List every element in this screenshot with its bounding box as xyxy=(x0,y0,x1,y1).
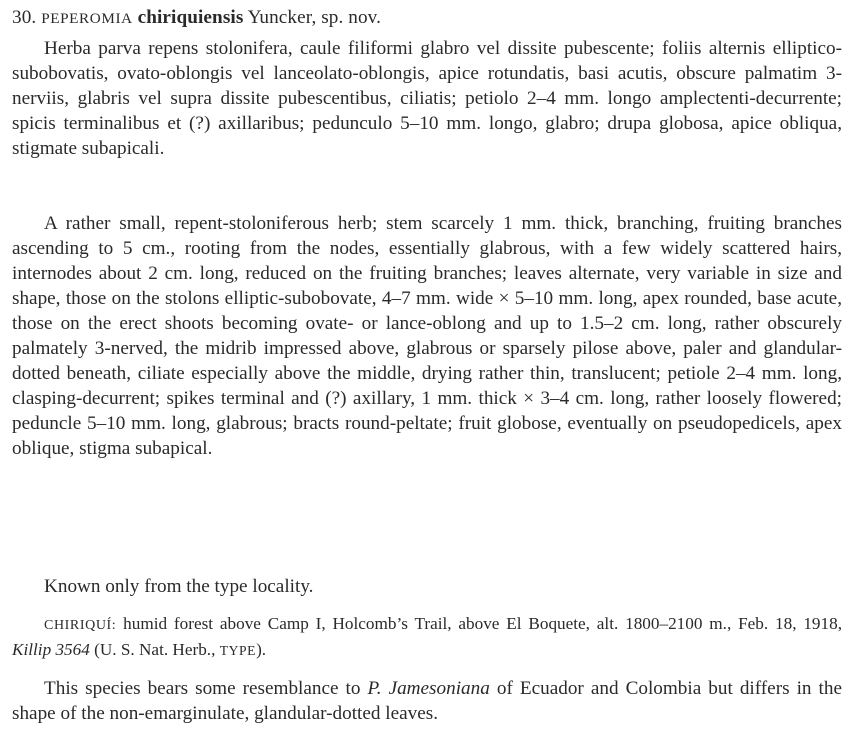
specimen-locality: humid forest above Camp I, Holcomb’s Trail, above El Boquete, alt. 1800–2100 m., Feb. 18, 1918, xyxy=(123,614,842,633)
species-author: Yuncker, sp. nov. xyxy=(247,7,382,28)
specimen-citation xyxy=(12,612,842,663)
specimen-region: CHIRIQUÍ: xyxy=(44,618,117,633)
specimen-type-label: TYPE xyxy=(219,643,257,658)
specimen-close: ). xyxy=(256,640,267,659)
species-number: 30. xyxy=(12,7,37,28)
genus-name: PEPEROMIA xyxy=(41,10,133,27)
note-after: of Ecuador and Colombia but differs in the shape of the non-emarginulate, glandular-dotted leaves. xyxy=(12,678,842,724)
species-heading xyxy=(12,3,842,33)
distribution-note: Known only from the type locality. xyxy=(44,576,314,597)
latin-description: Herba parva repens stolonifera, caule filiformi glabro vel dissite pubescente; foliis alternis elliptico-subobovatis, ovato-oblongis vel lanceolato-oblongis, apice rotundatis, basi acutis, obscure palmatim 3-nerviis, glabris vel supra dissite pubescentibus, ciliatis; petiolo 2–4 mm. longo amplectenti-decurrente; spicis terminalibus et (?) axillaribus; pedunculo 5–10 mm. longo, glabro; drupa globosa, apice obliqua, stigmate subapicali. xyxy=(12,38,842,159)
note-before: This species bears some resemblance to xyxy=(44,678,361,699)
specimen-collector: Killip 3564 xyxy=(12,640,90,659)
english-description: A rather small, repent-stoloniferous herb; stem scarcely 1 mm. thick, branching, fruiting branches ascending to 5 cm., rooting from the nodes, essentially glabrous, with a few widely scattered hairs, internodes about 2 cm. long, reduced on the fruiting branches; leaves alternate, very variable in size and shape, those on the stolons elliptic-subobovate, 4–7 mm. wide × 5–10 mm. long, apex rounded, base acute, those on the erect shoots becoming ovate- or lance-oblong and up to 1.5–2 cm. long, rather obscurely palmately 3-nerved, the midrib impressed above, glabrous or sparsely pilose above, paler and glandular-dotted beneath, ciliate especially above the middle, drying rather thin, translucent; petiole 2–4 mm. long, clasping-decurrent; spikes terminal and (?) axillary, 1 mm. thick × 3–4 cm. long, rather loosely flowered; peduncle 5–10 mm. long, glabrous; bracts round-peltate; fruit globose, eventually on pseudopedicels, apex oblique, stigma subapical. xyxy=(12,213,842,459)
note-species: P. Jamesoniana xyxy=(367,678,490,699)
comparison-note xyxy=(12,676,842,726)
species-epithet: chiriquiensis xyxy=(137,7,244,28)
specimen-herbarium: (U. S. Nat. Herb., xyxy=(94,640,216,659)
